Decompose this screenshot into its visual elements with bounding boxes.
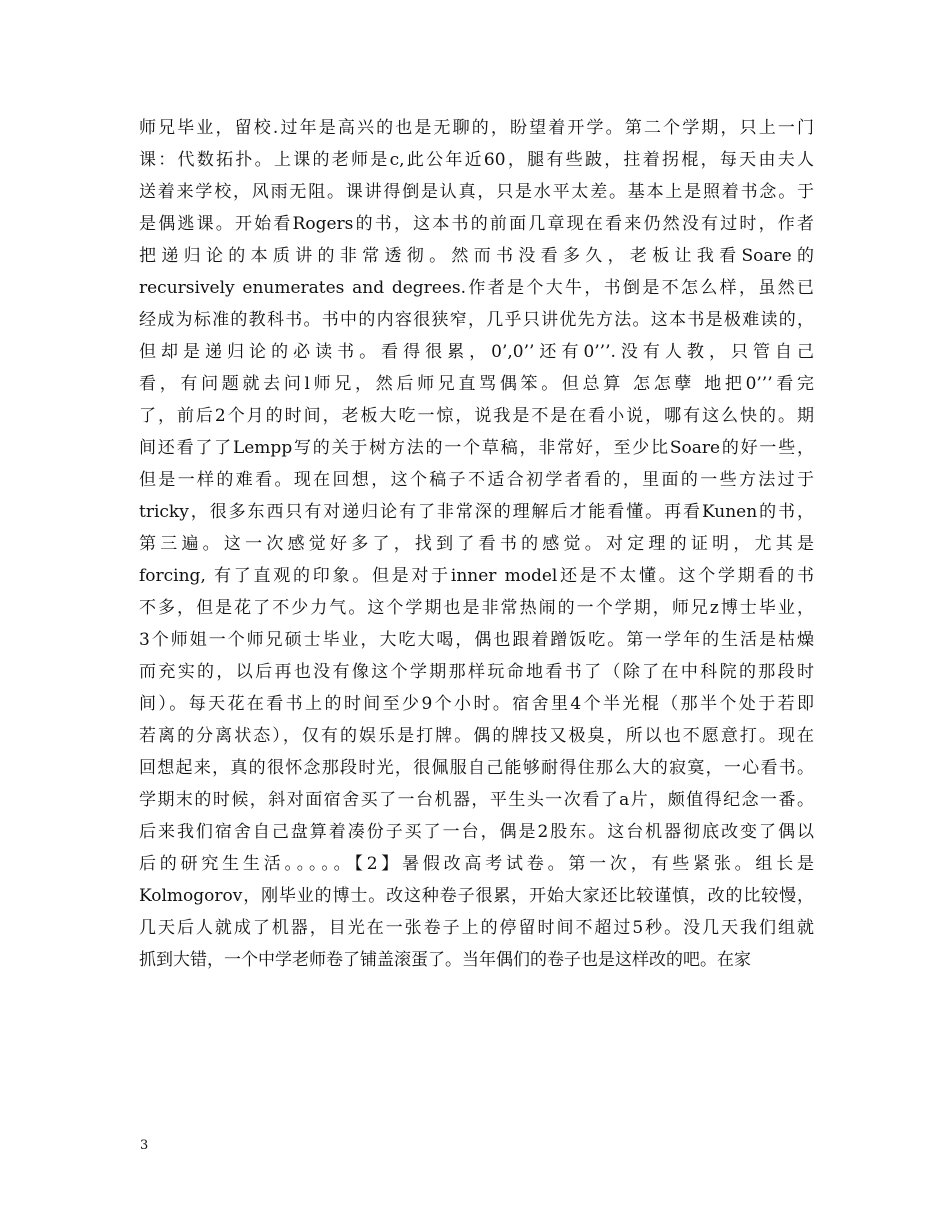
text-line: 抓到大错，一个中学老师卷了铺盖滚蛋了。当年偶们的卷子也是这样改的吧。在家 xyxy=(139,950,751,970)
text-line: 经成为标准的教科书。书中的内容很狭窄，几乎只讲优先方法。这本书是极难读的， xyxy=(139,310,814,330)
text-line: 间）。每天花在看书上的时间至少9个小时。宿舍里4个半光棍（那半个处于若即 xyxy=(139,694,814,714)
text-line: 几天后人就成了机器，目光在一张卷子上的停留时间不超过5秒。没几天我们组就 xyxy=(139,918,814,938)
text-line: 但是一样的难看。现在回想，这个稿子不适合初学者看的，里面的一些方法过于 xyxy=(139,470,814,490)
text-line: 师兄毕业，留校.过年是高兴的也是无聊的，盼望着开学。第二个学期，只上一门 xyxy=(139,118,814,138)
text-line: 第三遍。这一次感觉好多了，找到了看书的感觉。对定理的证明，尤其是 xyxy=(139,534,814,554)
text-line: 3个师姐一个师兄硕士毕业，大吃大喝，偶也跟着蹭饭吃。第一学年的生活是枯燥 xyxy=(139,630,814,650)
text-line: Kolmogorov，刚毕业的博士。改这种卷子很累，开始大家还比较谨慎，改的比较慢， xyxy=(139,886,814,906)
text-line: 是偶逃课。开始看Rogers的书，这本书的前面几章现在看来仍然没有过时，作者 xyxy=(139,214,814,234)
text-line: 不多，但是花了不少力气。这个学期也是非常热闹的一个学期，师兄z博士毕业， xyxy=(139,598,814,618)
text-line: 课：代数拓扑。上课的老师是c,此公年近60，腿有些跛，拄着拐棍，每天由夫人 xyxy=(139,150,814,170)
text-line: 后的研究生生活。。。。。【2】暑假改高考试卷。第一次，有些紧张。组长是 xyxy=(139,854,814,874)
text-line: recursively enumerates and degrees.作者是个大牛，书倒是不怎么样，虽然已 xyxy=(139,278,814,298)
text-line: forcing, 有了直观的印象。但是对于inner model还是不太懂。这个学期看的书 xyxy=(139,566,814,586)
text-line: 把递归论的本质讲的非常透彻。然而书没看多久，老板让我看Soare的 xyxy=(139,246,814,266)
text-line: 了，前后2个月的时间，老板大吃一惊，说我是不是在看小说，哪有这么快的。期 xyxy=(139,406,814,426)
text-line: 看，有问题就去问l师兄，然后师兄直骂偶笨。但总算 怎怎孽 地把0’’’看完 xyxy=(139,374,814,394)
text-line: 间还看了了Lempp写的关于树方法的一个草稿，非常好，至少比Soare的好一些， xyxy=(139,438,814,458)
text-line: 回想起来，真的很怀念那段时光，很佩服自己能够耐得住那么大的寂寞，一心看书。 xyxy=(139,758,814,778)
text-line: 送着来学校，风雨无阻。课讲得倒是认真，只是水平太差。基本上是照着书念。于 xyxy=(139,182,814,202)
text-line: 若离的分离状态），仅有的娱乐是打牌。偶的牌技又极臭，所以也不愿意打。现在 xyxy=(139,726,814,746)
text-line: tricky，很多东西只有对递归论有了非常深的理解后才能看懂。再看Kunen的书， xyxy=(139,502,814,522)
body-text xyxy=(139,112,814,976)
text-line: 学期末的时候，斜对面宿舍买了一台机器，平生头一次看了a片，颇值得纪念一番。 xyxy=(139,790,814,810)
text-line: 而充实的，以后再也没有像这个学期那样玩命地看书了（除了在中科院的那段时 xyxy=(139,662,814,682)
text-line: 但却是递归论的必读书。看得很累，0’,0’’还有0’’’.没有人教，只管自己 xyxy=(139,342,814,362)
page-number: 3 xyxy=(140,1138,149,1153)
text-line: 后来我们宿舍自己盘算着凑份子买了一台，偶是2股东。这台机器彻底改变了偶以 xyxy=(139,822,814,842)
